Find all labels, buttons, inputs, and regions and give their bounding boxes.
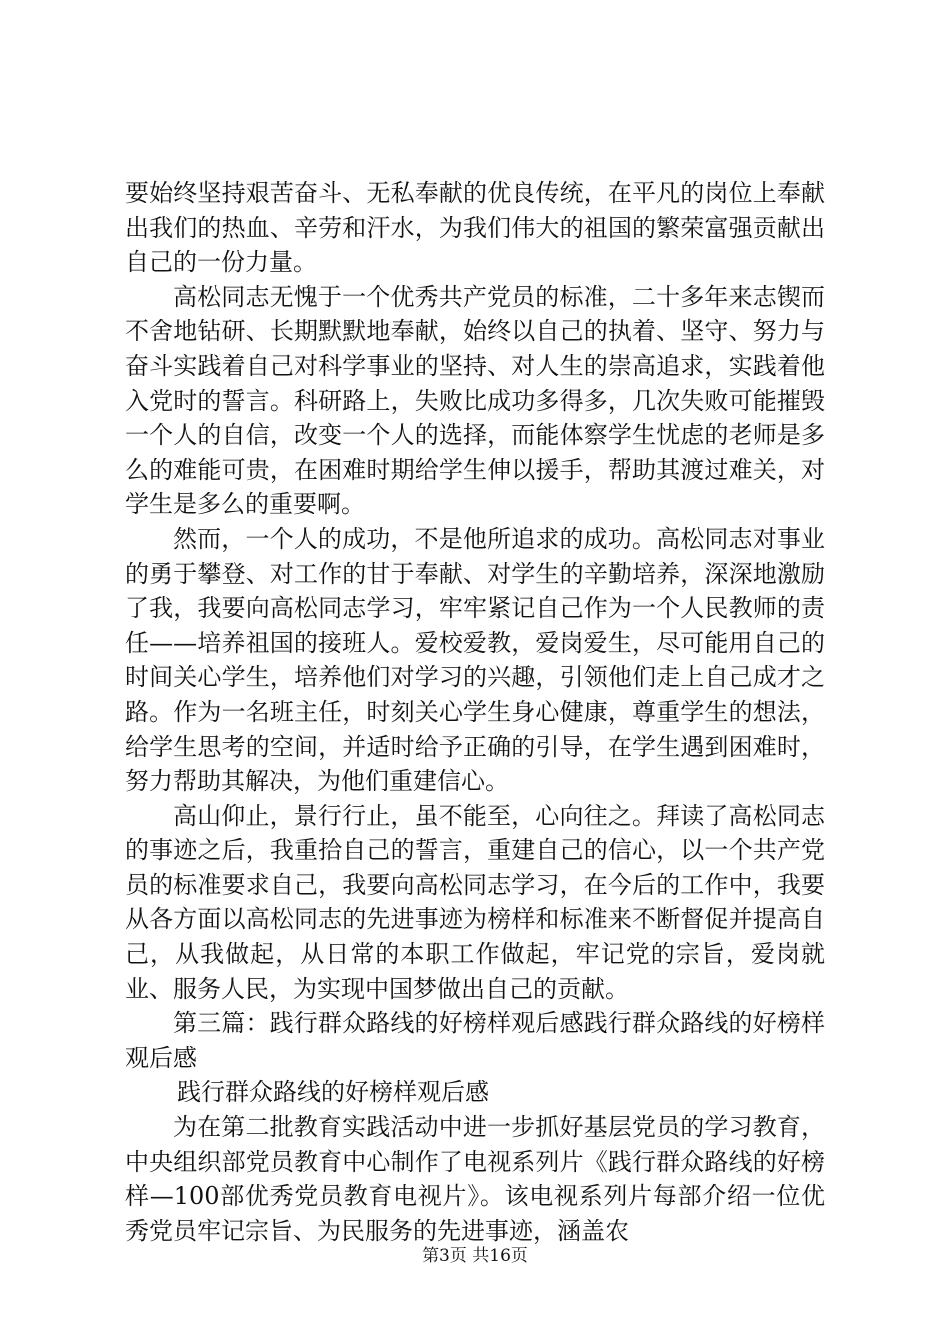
document-body bbox=[125, 176, 825, 1248]
paragraph-2: 高松同志无愧于一个优秀共产党员的标准，二十多年来志锲而不舍地钻研、长期默默地奉献，始终以自己的执着、坚守、努力与奋斗实践着自己对科学事业的坚持、对人生的崇高追求，实践着他入党时的誓言。科研路上，失败比成功多得多，几次失败可能摧毁一个人的自信，改变一个人的选择，而能体察学生忧虑的老师是多么的难能可贵，在困难时期给学生伸以援手，帮助其渡过难关，对学生是多么的重要啊。 bbox=[125, 282, 825, 519]
paragraph-3: 然而，一个人的成功，不是他所追求的成功。高松同志对事业的勇于攀登、对工作的甘于奉献、对学生的辛勤培养，深深地激励了我，我要向高松同志学习，牢牢紧记自己作为一个人民教师的责任——培养祖国的接班人。爱校爱教，爱岗爱生，尽可能用自己的时间关心学生，培养他们对学习的兴趣，引领他们走上自己成才之路。作为一名班主任，时刻关心学生身心健康，尊重学生的想法，给学生思考的空间，并适时给予正确的引导，在学生遇到困难时，努力帮助其解决，为他们重建信心。 bbox=[125, 524, 825, 796]
paragraph-5: 为在第二批教育实践活动中进一步抓好基层党员的学习教育，中央组织部党员教育中心制作了电视系列片《践行群众路线的好榜样—100部优秀党员教育电视片》。该电视系列片每部介绍一位优秀党员牢记宗旨、为民服务的先进事迹，涵盖农 bbox=[125, 1113, 825, 1245]
paragraph-4: 高山仰止，景行行止，虽不能至，心向往之。拜读了高松同志的事迹之后，我重拾自己的誓言，重建自己的信心，以一个共产党员的标准要求自己，我要向高松同志学习，在今后的工作中，我要从各方面以高松同志的先进事迹为榜样和标准来不断督促并提高自己，从我做起，从日常的本职工作做起，牢记党的宗旨，爱岗就业、服务人民，为实现中国梦做出自己的贡献。 bbox=[125, 801, 825, 1003]
section-heading: 第三篇：践行群众路线的好榜样观后感践行群众路线的好榜样观后感 bbox=[125, 1009, 825, 1072]
section-subtitle: 践行群众路线的好榜样观后感 bbox=[177, 1078, 489, 1107]
page-number-footer: 第3页 共16页 bbox=[422, 1246, 528, 1266]
paragraph-1: 要始终坚持艰苦奋斗、无私奉献的优良传统，在平凡的岗位上奉献出我们的热血、辛劳和汗水，为我们伟大的祖国的繁荣富强贡献出自己的一份力量。 bbox=[125, 179, 825, 277]
